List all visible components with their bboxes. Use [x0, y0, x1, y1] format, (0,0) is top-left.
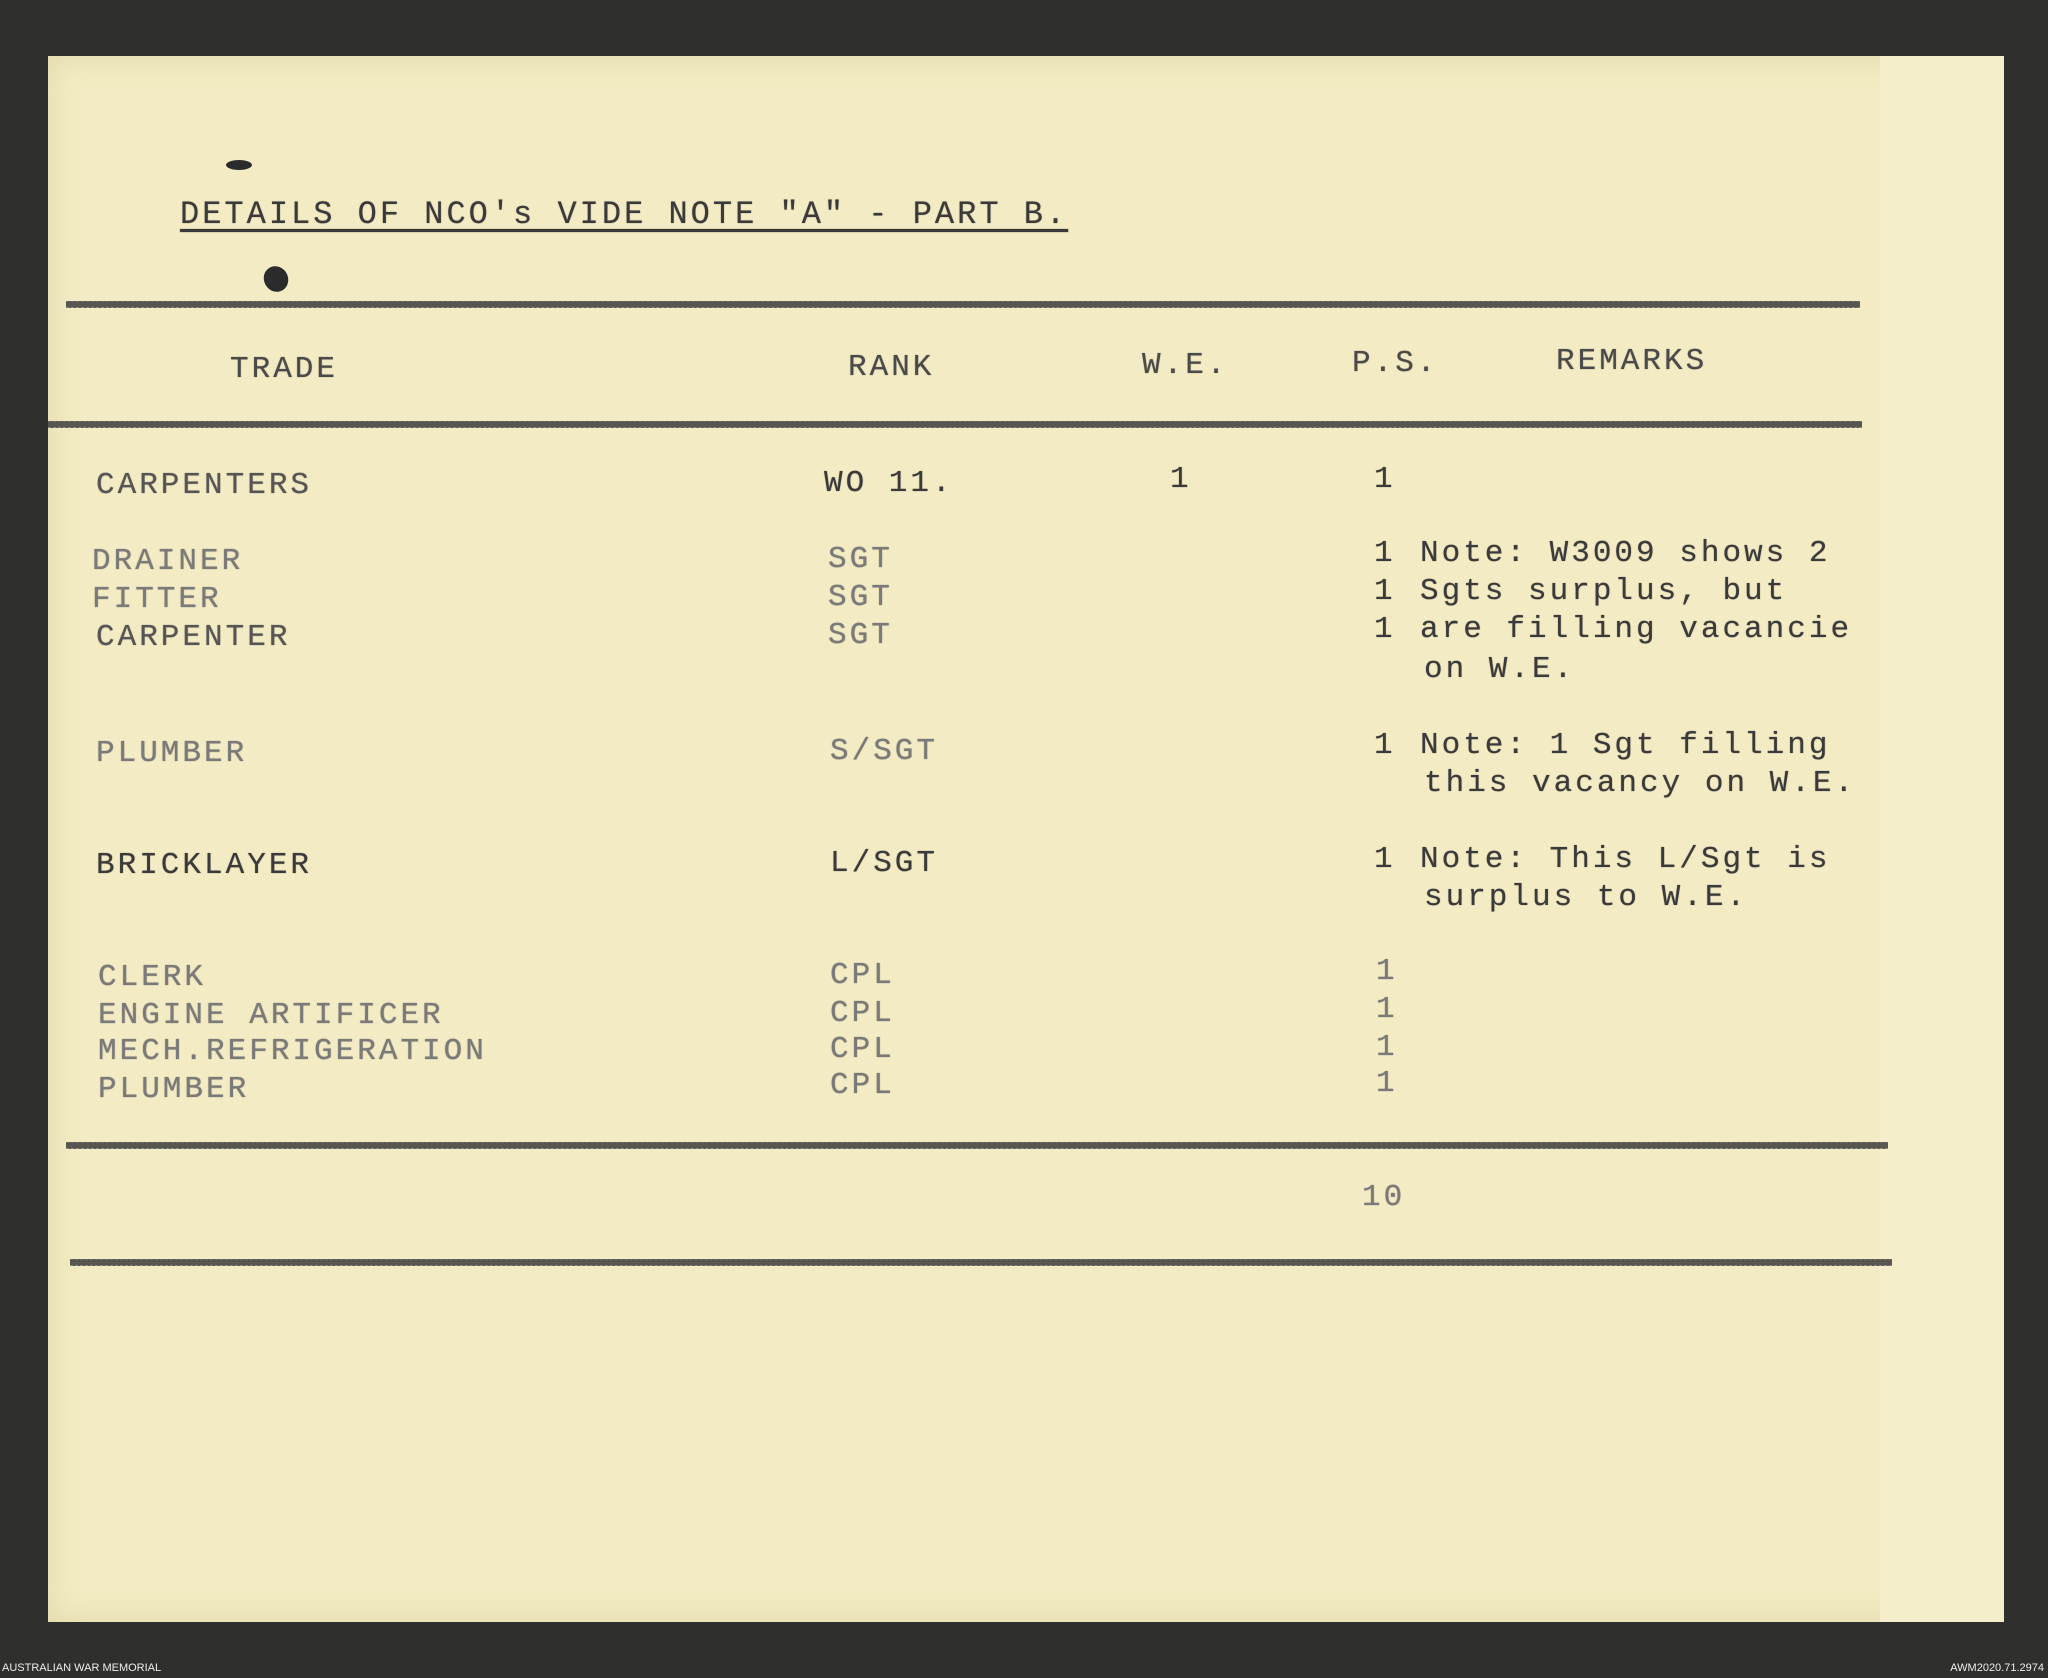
row-trade: CARPENTER	[96, 620, 291, 655]
header-top-rule	[66, 301, 1860, 308]
totals-top-rule	[66, 1142, 1888, 1149]
totals-bottom-rule	[70, 1259, 1892, 1266]
row-remarks: on W.E.	[1424, 652, 1576, 687]
row-trade: FITTER	[92, 582, 222, 617]
row-trade: DRAINER	[92, 544, 244, 579]
row-rank: CPL	[830, 1068, 895, 1103]
document-paper	[48, 56, 2004, 1622]
row-trade: ENGINE ARTIFICER	[98, 998, 444, 1033]
row-trade: CLERK	[98, 960, 207, 995]
footer-source-label: AUSTRALIAN WAR MEMORIAL	[2, 1662, 162, 1674]
document-title: DETAILS OF NCO's VIDE NOTE "A" - PART B.	[180, 196, 1069, 233]
row-remarks: Note: W3009 shows 2	[1420, 536, 1831, 571]
row-rank: CPL	[830, 958, 895, 993]
row-remarks: Sgts surplus, but	[1420, 574, 1788, 609]
row-trade: MECH.REFRIGERATION	[98, 1034, 487, 1069]
column-header-rank: RANK	[848, 350, 935, 385]
row-rank: CPL	[830, 1032, 895, 1067]
row-rank: SGT	[828, 580, 893, 615]
footer-accession-number: AWM2020.71.2974	[1950, 1662, 2044, 1674]
row-ps: 1	[1374, 728, 1396, 763]
row-remarks: Note: This L/Sgt is	[1420, 842, 1831, 877]
paper-fold	[1880, 56, 2004, 1622]
row-ps: 1	[1376, 992, 1398, 1027]
row-ps: 1	[1374, 574, 1396, 609]
row-trade: PLUMBER	[96, 736, 248, 771]
row-we: 1	[1170, 462, 1192, 497]
column-header-ps: P.S.	[1352, 346, 1439, 381]
total-ps: 10	[1362, 1180, 1406, 1215]
column-header-we: W.E.	[1142, 348, 1229, 383]
row-remarks: Note: 1 Sgt filling	[1420, 728, 1831, 763]
row-rank: SGT	[828, 542, 893, 577]
row-rank: S/SGT	[830, 734, 939, 769]
row-trade: BRICKLAYER	[96, 848, 313, 883]
row-trade: PLUMBER	[98, 1072, 250, 1107]
column-header-remarks: REMARKS	[1556, 344, 1708, 379]
row-remarks: this vacancy on W.E.	[1424, 766, 1857, 801]
row-ps: 1	[1374, 536, 1396, 571]
row-remarks: surplus to W.E.	[1424, 880, 1749, 915]
row-trade: CARPENTERS	[96, 468, 313, 503]
row-rank: L/SGT	[830, 846, 939, 881]
column-header-trade: TRADE	[230, 352, 339, 387]
row-ps: 1	[1374, 842, 1396, 877]
row-remarks: are filling vacancie	[1420, 612, 1853, 647]
row-ps: 1	[1374, 612, 1396, 647]
row-rank: WO 11.	[824, 466, 954, 501]
punch-hole-top	[226, 160, 252, 170]
header-bottom-rule	[48, 421, 1862, 428]
row-rank: CPL	[830, 996, 895, 1031]
row-ps: 1	[1376, 1066, 1398, 1101]
row-ps: 1	[1376, 954, 1398, 989]
row-ps: 1	[1376, 1030, 1398, 1065]
row-ps: 1	[1374, 462, 1396, 497]
row-rank: SGT	[828, 618, 893, 653]
